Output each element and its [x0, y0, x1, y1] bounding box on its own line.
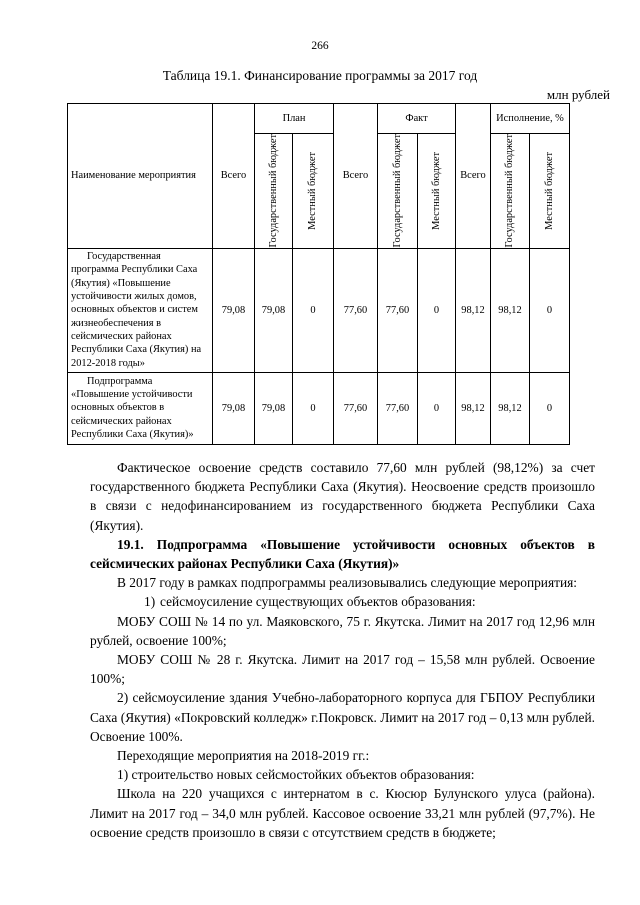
cell-exec-total: 98,12: [456, 248, 491, 372]
unit-label: млн рублей: [546, 87, 610, 102]
header-plan-local: Местный бюджет: [307, 151, 319, 230]
paragraph-fact: Фактическое освоение средств составило 77,60 млн рублей (98,12%) за счет государственного бюджета Республики Саха (Якутия). Неосвоение средств произошло в связи с недофинансированием из государственного бюджета Республики Саха (Якутия).: [90, 460, 595, 533]
cell-plan-local: 0: [293, 248, 334, 372]
paragraph-school-28: МОБУ СОШ № 28 г. Якутска. Лимит на 2017 год – 15,58 млн рублей. Освоение 100%;: [90, 652, 595, 687]
paragraph-transition: Переходящие мероприятия на 2018-2019 гг.:: [117, 748, 370, 764]
row-name: Государственная программа Республики Саха (Якутия) «Повышение устойчивости жилых домов, основных объектов и систем жизнеобеспечения в сейсмических районах Республики Саха (Якутия) на 2012-2018 годы»: [71, 251, 202, 369]
header-exec-local: Местный бюджет: [543, 151, 555, 230]
cell-exec-local: 0: [530, 372, 570, 444]
cell-plan-total: 79,08: [213, 248, 255, 372]
list-item: [90, 592, 595, 611]
header-name: Наименование мероприятия: [68, 104, 213, 249]
cell-exec-state: 98,12: [491, 372, 530, 444]
cell-plan-state: 79,08: [255, 248, 293, 372]
cell-plan-state: 79,08: [255, 372, 293, 444]
cell-fact-state: 77,60: [378, 372, 418, 444]
cell-exec-total: 98,12: [456, 372, 491, 444]
paragraph-construction: 1) строительство новых сейсмостойких объектов образования:: [117, 767, 475, 783]
paragraph-kyusyur: Школа на 220 учащихся с интернатом в с. Кюсюр Булунского улуса (района). Лимит на 2017 год – 34,0 млн рублей. Кассовое освоение 33,21 млн рублей (97,7%). Не освоение средств произошло в связи с отсутствием средств в бюджете;: [90, 786, 595, 840]
section-heading: 19.1. Подпрограмма «Повышение устойчивости основных объектов в сейсмических районах Республики Саха (Якутия)»: [90, 536, 595, 572]
cell-plan-total: 79,08: [213, 372, 255, 444]
table-row: [68, 372, 611, 444]
header-plan-total: Всего: [213, 104, 255, 249]
paragraph-college: 2) сейсмоусиление здания Учебно-лабораторного корпуса для ГБПОУ Республики Саха (Якутия) «Покровский колледж» г.Покровск. Лимит на 2017 год – 0,13 млн рублей. Освоение 100%.: [90, 690, 595, 744]
header-exec-total: Всего: [456, 104, 491, 249]
table-caption: Таблица 19.1. Финансирование программы за 2017 год: [162, 68, 478, 83]
header-fact-local: Местный бюджет: [430, 151, 442, 230]
table-row: [68, 248, 611, 372]
header-execution: Исполнение, %: [491, 104, 570, 134]
cell-fact-local: 0: [418, 248, 456, 372]
header-plan-state: Государственный бюджет: [267, 134, 279, 248]
list-number: 1): [144, 594, 156, 610]
page-number: 266: [311, 40, 329, 52]
header-fact-total: Всего: [334, 104, 378, 249]
cell-exec-state: 98,12: [491, 248, 530, 372]
paragraph-school-14: МОБУ СОШ № 14 по ул. Маяковского, 75 г. Якутска. Лимит на 2017 год 12,96 млн рублей, освоение 100%;: [90, 613, 595, 648]
cell-fact-total: 77,60: [334, 372, 378, 444]
cell-exec-local: 0: [530, 248, 570, 372]
paragraph-intro: В 2017 году в рамках подпрограммы реализовывались следующие мероприятия:: [117, 575, 578, 591]
row-name: Подпрограмма «Повышение устойчивости основных объектов в сейсмических районах Республики Саха (Якутия)»: [71, 375, 194, 440]
cell-fact-local: 0: [418, 372, 456, 444]
header-fact: Факт: [378, 104, 456, 134]
header-exec-state: Государственный бюджет: [504, 134, 516, 248]
financing-table: [67, 103, 611, 445]
header-fact-state: Государственный бюджет: [391, 134, 403, 248]
header-plan: План: [255, 104, 334, 134]
list-text: сейсмоусиление существующих объектов образования:: [160, 594, 476, 610]
body-text: [90, 458, 595, 842]
cell-plan-local: 0: [293, 372, 334, 444]
cell-fact-total: 77,60: [334, 248, 378, 372]
cell-fact-state: 77,60: [378, 248, 418, 372]
